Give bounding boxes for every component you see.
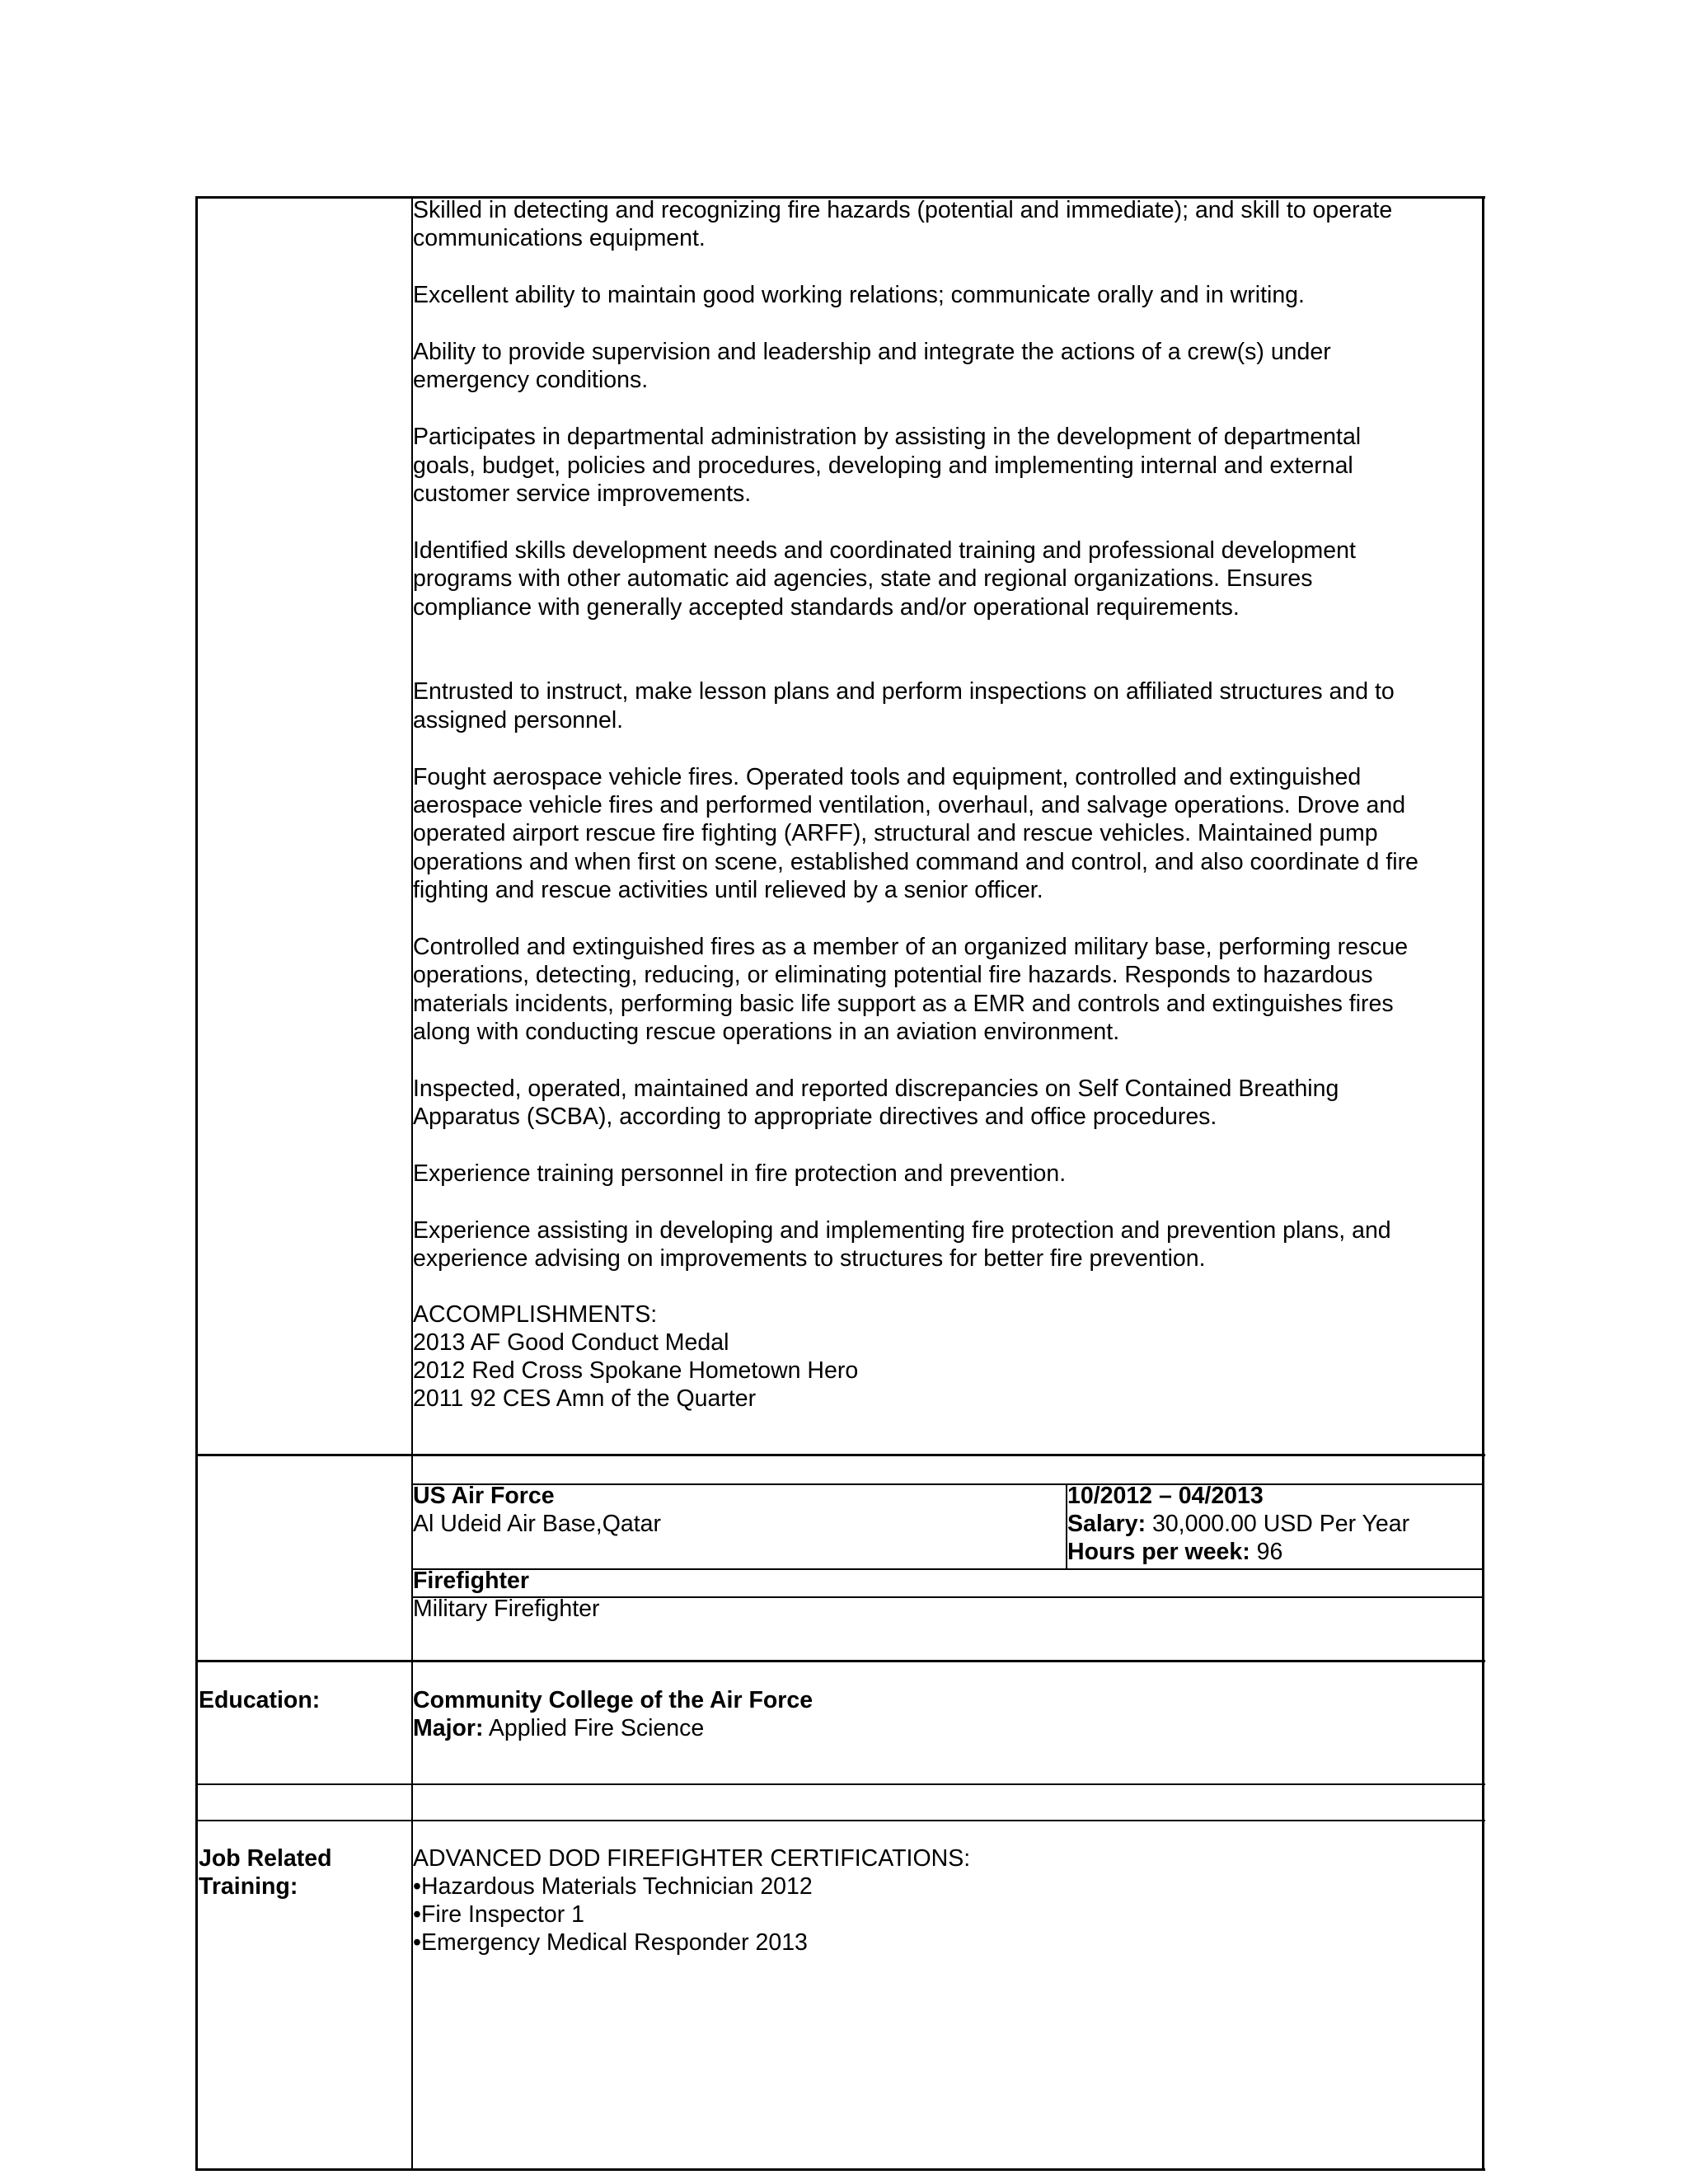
- training-item: •Fire Inspector 1: [413, 1901, 584, 1928]
- duty-line: experience advising on improvements to structures for better fire prevention.: [413, 1245, 1206, 1272]
- duty-line: Identified skills development needs and coordinated training and professional development: [413, 537, 1356, 564]
- duty-line: Participates in departmental administration by assisting in the development of departmental: [413, 424, 1362, 451]
- duty-line: Inspected, operated, maintained and reported discrepancies on Self Contained Breathing: [413, 1076, 1339, 1102]
- accomplishment-item: 2013 AF Good Conduct Medal: [413, 1329, 729, 1356]
- job-location: Al Udeid Air Base,Qatar: [413, 1511, 661, 1537]
- duty-line: Experience training personnel in fire protection and prevention.: [413, 1160, 1067, 1188]
- training-label-line1: Job Related: [199, 1845, 332, 1872]
- duty-line: operations and when first on scene, established command and control, and also coordinate d fire: [413, 848, 1418, 875]
- duty-line: materials incidents, performing basic life support as a EMR and controls and extinguishes fires: [413, 990, 1394, 1017]
- education-major: [413, 1714, 704, 1743]
- accomplishment-item: 2011 92 CES Amn of the Quarter: [413, 1385, 757, 1412]
- duty-line: Apparatus (SCBA), according to appropriate directives and office procedures.: [413, 1104, 1217, 1131]
- row-divider-job2-spacer: [411, 1483, 1484, 1485]
- hours-label: Hours per week:: [1067, 1539, 1250, 1565]
- major-label: Major:: [413, 1715, 484, 1741]
- duty-line: aerospace vehicle fires and performed ventilation, overhaul, and salvage operations. Drove and: [413, 792, 1406, 818]
- duty-line: Entrusted to instruct, make lesson plans and perform inspections on affiliated structures and to: [413, 678, 1395, 705]
- table-left-border: [195, 196, 198, 2171]
- duty-line: operated airport rescue fire fighting (ARFF), structural and rescue vehicles. Maintained pump: [413, 820, 1378, 847]
- duty-line: communications equipment.: [413, 225, 706, 252]
- duty-line: Experience assisting in developing and implementing fire protection and prevention plans, and: [413, 1217, 1391, 1244]
- education-school: Community College of the Air Force: [413, 1687, 814, 1713]
- accomplishment-item: 2012 Red Cross Spokane Hometown Hero: [413, 1357, 859, 1384]
- duty-line: operations, detecting, reducing, or eliminating potential fire hazards. Responds to hazardous: [413, 962, 1373, 989]
- major-value: Applied Fire Science: [483, 1715, 705, 1741]
- duty-line: Ability to provide supervision and leadership and integrate the actions of a crew(s) under: [413, 339, 1331, 365]
- duty-line: assigned personnel.: [413, 706, 624, 733]
- duty-line: Excellent ability to maintain good working relations; communicate orally and in writing.: [413, 282, 1305, 309]
- duty-line: Skilled in detecting and recognizing fire hazards (potential and immediate); and skill to operate: [413, 197, 1393, 223]
- row-divider-empty-end: [195, 1820, 1485, 1821]
- duty-line: emergency conditions.: [413, 367, 649, 394]
- table-right-border: [1482, 196, 1484, 2171]
- duty-line: Fought aerospace vehicle fires. Operated tools and equipment, controlled and extinguished: [413, 763, 1362, 790]
- training-item: •Hazardous Materials Technician 2012: [413, 1873, 813, 1900]
- row-divider-education: [195, 1660, 1485, 1662]
- accomplishments-heading: ACCOMPLISHMENTS:: [413, 1301, 658, 1328]
- job-salary: [1067, 1510, 1409, 1539]
- row-divider-education-end: [195, 1783, 1485, 1785]
- duty-line: customer service improvements.: [413, 480, 752, 507]
- row-divider-experience-end: [195, 1454, 1485, 1456]
- duty-line: programs with other automatic aid agencies, state and regional organizations. Ensures: [413, 565, 1313, 593]
- job-dates: 10/2012 – 04/2013: [1067, 1483, 1264, 1509]
- salary-label: Salary:: [1067, 1511, 1146, 1537]
- duty-line: fighting and rescue activities until relieved by a senior officer.: [413, 877, 1043, 904]
- education-label: Education:: [199, 1687, 321, 1713]
- hours-value: 96: [1250, 1539, 1283, 1565]
- training-heading: ADVANCED DOD FIREFIGHTER CERTIFICATIONS:: [413, 1845, 971, 1872]
- job-description: Military Firefighter: [413, 1596, 600, 1622]
- duty-line: compliance with generally accepted standards and/or operational requirements.: [413, 593, 1240, 621]
- row-divider-job2-title: [411, 1568, 1484, 1570]
- job-title: Firefighter: [413, 1568, 529, 1594]
- job-hours: [1067, 1538, 1282, 1567]
- duty-line: goals, budget, policies and procedures, developing and implementing internal and external: [413, 452, 1353, 479]
- table-bottom-border: [195, 2168, 1485, 2171]
- training-label-line2: Training:: [199, 1873, 298, 1900]
- job-employer: US Air Force: [413, 1483, 555, 1509]
- duty-line: Controlled and extinguished fires as a member of an organized military base, performing rescue: [413, 934, 1409, 960]
- training-item: •Emergency Medical Responder 2013: [413, 1929, 808, 1956]
- salary-value: 30,000.00 USD Per Year: [1146, 1511, 1410, 1537]
- duty-line: along with conducting rescue operations in an aviation environment.: [413, 1019, 1120, 1046]
